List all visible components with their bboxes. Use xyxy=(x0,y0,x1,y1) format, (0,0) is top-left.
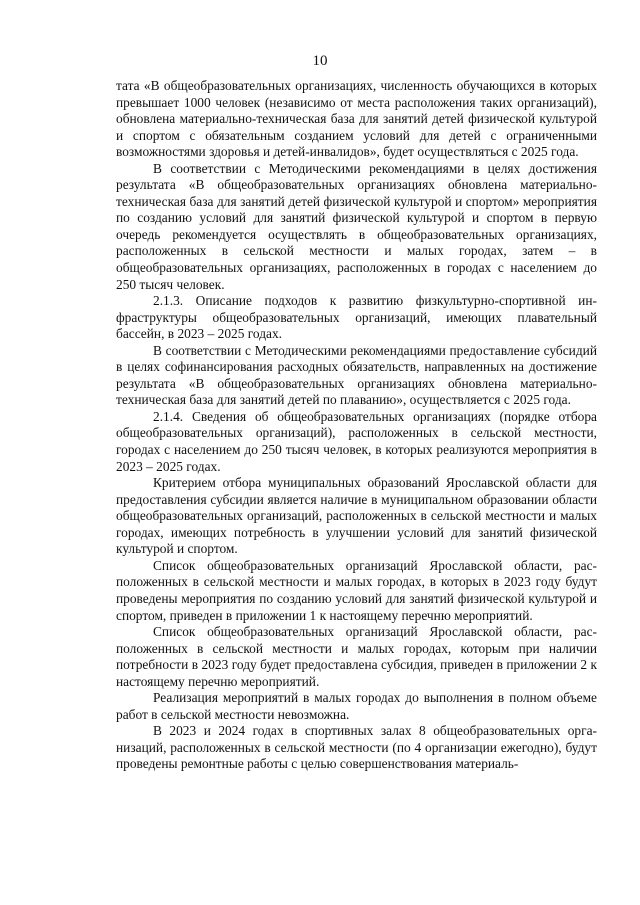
paragraph-methodical-recommendations: В соответствии с Методическими рекомендациями в целях достижения результата «В общеобразовательных организациях обновлена материально-техническая база для занятий детей физической культурой и спортом» мероприятия по созданию условий для занятий физической культурой и спортом в первую очередь рекомендуется осуществлять в общеобразовательных организациях, расположенных в сельской местности и малых городах, затем – в общеобразовательных организациях, расположенных в городах с населением до 250 тысяч человек. xyxy=(116,160,597,292)
page-number: 10 xyxy=(312,53,328,69)
paragraph-small-towns: Реализация мероприятий в малых городах до выполнения в полном объеме работ в сельской местности невозможна. xyxy=(116,690,597,722)
paragraph-continuation: тата «В общеобразовательных организациях, численность обучающихся в которых превышает 1000 человек (независимо от места расположения таких организаций), обновлена материально-техническая база для занятий детей физической культурой и спортом с обязательным созданием условий для детей с ограниченными возможностями здоровья и детей-инвалидов», будет осуществляться с 2025 года. xyxy=(116,78,597,160)
paragraph-swimming-subsidies: В соответствии с Методическими рекомендациями предоставление субсидий в целях софинансирования расходных обязательств, направленных на достижение результата «В общеобразовательных организациях обновлена материально-техническая база для занятий детей по плаванию», осуществляется с 2025 года. xyxy=(116,342,597,408)
paragraph-appendix-1: Список общеобразовательных организаций Ярославской области, расположенных в сельской местности и малых городах, в которых в 2023 году будут проведены мероприятия по созданию условий для занятий физической культурой и спортом, приведен в приложении 1 к настоящему перечню мероприятий. xyxy=(116,557,597,623)
paragraph-selection-criterion: Критерием отбора муниципальных образований Ярославской области для предоставления субсидии является наличие в муниципальном образовании области общеобразовательных организаций, расположенных в сельской местности и малых городах, имеющих потребность в улучшении условий для занятий физической культурой и спортом. xyxy=(116,475,597,557)
section-2-1-4-heading: 2.1.4. Сведения об общеобразовательных организациях (порядке отбора общеобразовательных организаций), расположенных в сельской местности, городах с населением до 250 тысяч человек, в которых реализуются мероприятия в 2023 – 2025 годах. xyxy=(116,408,597,474)
paragraph-repair-works: В 2023 и 2024 годах в спортивных залах 8 общеобразовательных организаций, расположенных в сельской местности (по 4 организации ежегодно), будут проведены ремонтные работы с целью совершенствования материаль- xyxy=(116,723,597,772)
section-2-1-3-heading: 2.1.3. Описание подходов к развитию физкультурно-спортивной инфраструктуры общеобразовательных организаций, имеющих плавательный бассейн, в 2023 – 2025 годах. xyxy=(116,293,597,342)
body-text xyxy=(116,78,597,773)
paragraph-appendix-2: Список общеобразовательных организаций Ярославской области, расположенных в сельской местности и малых городах, которым при наличии потребности в 2023 году будет предоставлена субсидия, приведен в приложении 2 к настоящему перечню мероприятий. xyxy=(116,624,597,689)
